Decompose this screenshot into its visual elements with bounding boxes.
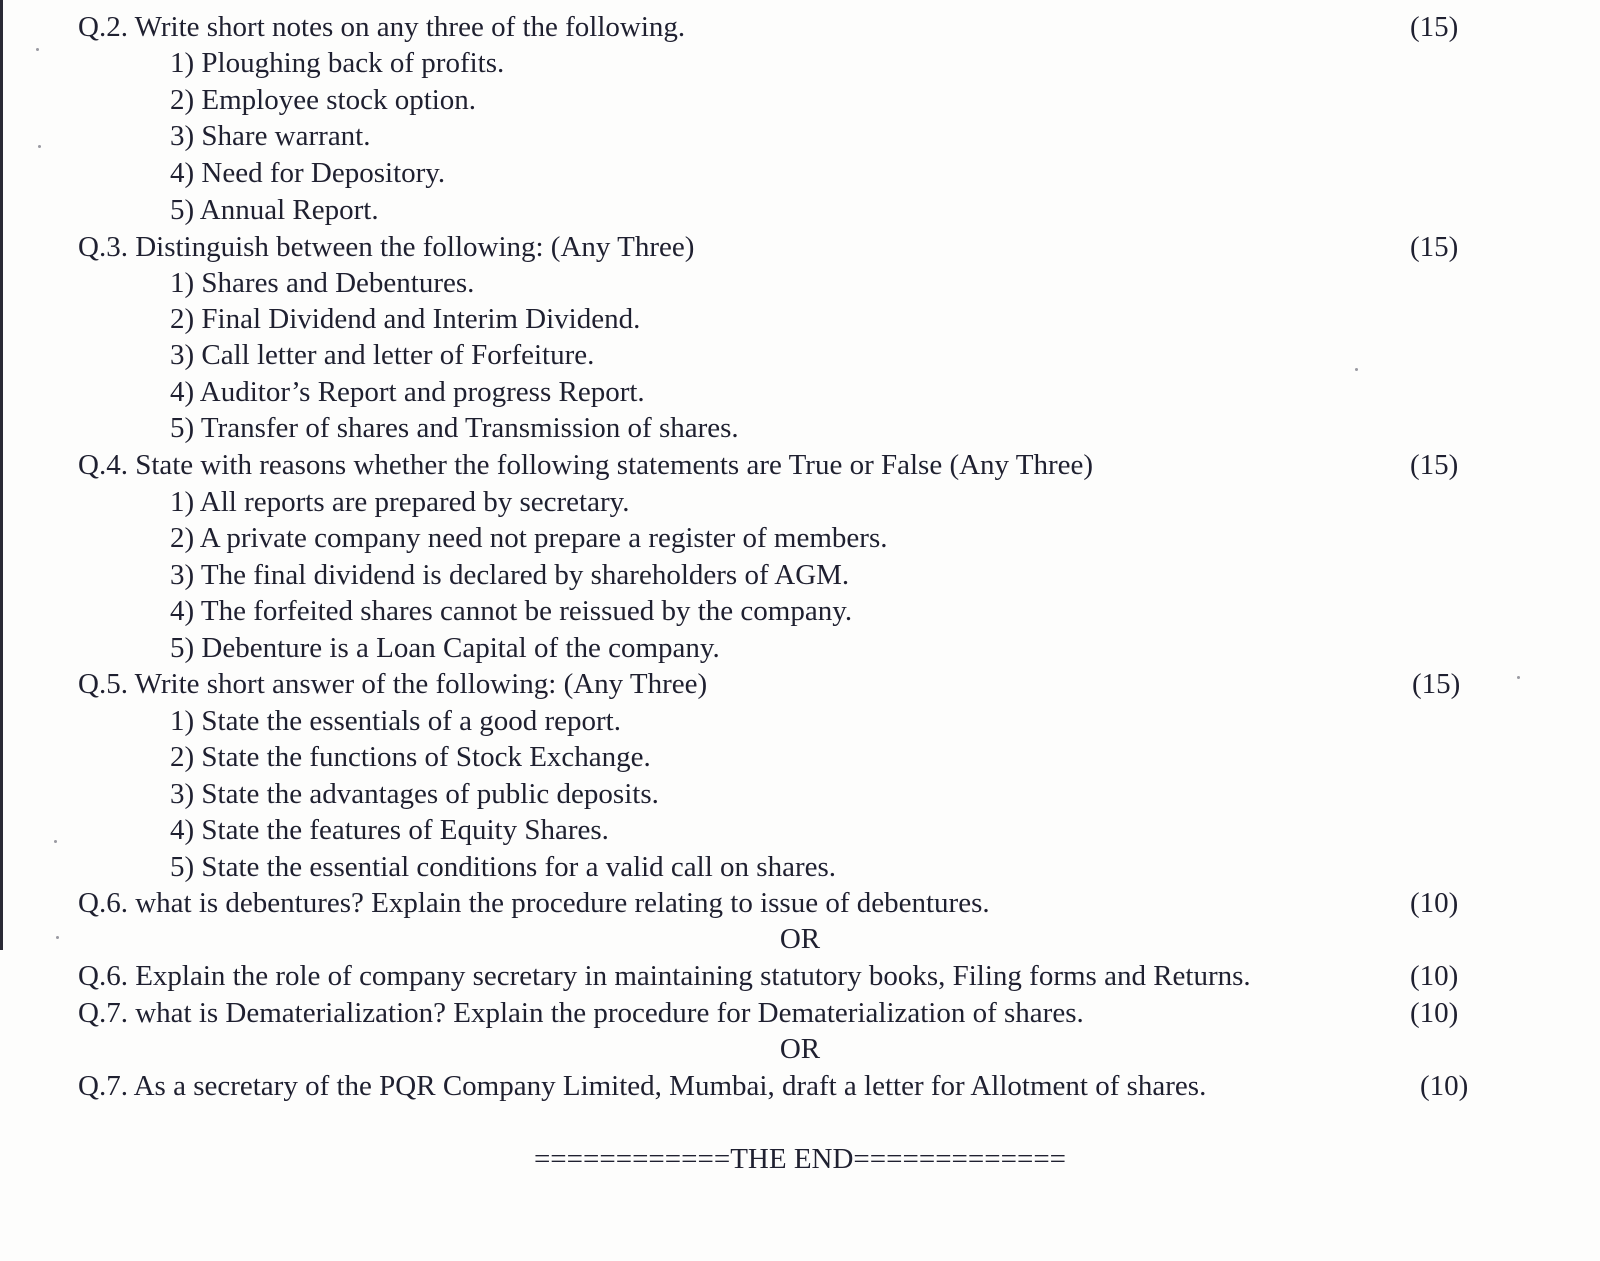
question-4-item-2: 2) A private company need not prepare a register of members.: [170, 522, 888, 554]
question-7b-title: Q.7. As a secretary of the PQR Company Limited, Mumbai, draft a letter for Allotment of shares.: [78, 1070, 1207, 1102]
question-3-item-1: 1) Shares and Debentures.: [170, 267, 475, 299]
scan-speck: [1355, 368, 1358, 371]
question-4-item-3: 3) The final dividend is declared by shareholders of AGM.: [170, 559, 850, 591]
question-6b-marks: (10): [1410, 960, 1459, 992]
scan-edge: [0, 0, 3, 950]
question-2-item-2: 2) Employee stock option.: [170, 84, 477, 116]
question-4-item-4: 4) The forfeited shares cannot be reissued by the company.: [170, 595, 853, 627]
question-5-title: Q.5. Write short answer of the following: (Any Three): [78, 668, 708, 700]
scan-speck: [56, 936, 59, 939]
question-4-item-1: 1) All reports are prepared by secretary.: [170, 486, 630, 518]
question-3-item-4: 4) Auditor’s Report and progress Report.: [170, 376, 645, 408]
scan-speck: [54, 840, 57, 843]
question-7a-marks: (10): [1410, 997, 1459, 1029]
question-4-title: Q.4. State with reasons whether the following statements are True or False (Any Three): [78, 449, 1094, 481]
question-7b-marks: (10): [1420, 1070, 1469, 1102]
question-2-item-1: 1) Ploughing back of profits.: [170, 47, 505, 79]
question-3-item-5: 5) Transfer of shares and Transmission of shares.: [170, 412, 739, 444]
or-divider-2: OR: [779, 1033, 821, 1065]
question-5-item-1: 1) State the essentials of a good report.: [170, 705, 621, 737]
question-3-marks: (15): [1410, 231, 1459, 263]
question-2-item-5: 5) Annual Report.: [170, 194, 379, 226]
question-5-item-5: 5) State the essential conditions for a valid call on shares.: [170, 851, 837, 883]
question-3-item-3: 3) Call letter and letter of Forfeiture.: [170, 339, 595, 371]
question-7a-title: Q.7. what is Dematerialization? Explain the procedure for Dematerialization of shares.: [78, 997, 1084, 1029]
question-4-item-5: 5) Debenture is a Loan Capital of the company.: [170, 632, 720, 664]
or-divider-1: OR: [779, 923, 821, 955]
question-5-item-3: 3) State the advantages of public deposits.: [170, 778, 659, 810]
question-4-marks: (15): [1410, 449, 1459, 481]
question-6a-title: Q.6. what is debentures? Explain the procedure relating to issue of debentures.: [78, 887, 990, 919]
scan-speck: [38, 145, 41, 148]
scan-speck: [36, 48, 39, 51]
the-end-marker: ============THE END=============: [533, 1143, 1067, 1175]
question-5-item-2: 2) State the functions of Stock Exchange.: [170, 741, 651, 773]
question-3-title: Q.3. Distinguish between the following: (Any Three): [78, 231, 695, 263]
scan-speck: [1517, 676, 1520, 679]
question-5-item-4: 4) State the features of Equity Shares.: [170, 814, 609, 846]
question-2-marks: (15): [1410, 11, 1459, 43]
question-2-item-3: 3) Share warrant.: [170, 120, 371, 152]
question-3-item-2: 2) Final Dividend and Interim Dividend.: [170, 303, 641, 335]
question-6a-marks: (10): [1410, 887, 1459, 919]
question-5-marks: (15): [1412, 668, 1461, 700]
question-2-item-4: 4) Need for Depository.: [170, 157, 446, 189]
question-2-title: Q.2. Write short notes on any three of the following.: [78, 11, 686, 43]
question-6b-title: Q.6. Explain the role of company secretary in maintaining statutory books, Filing forms and Returns.: [78, 960, 1251, 992]
